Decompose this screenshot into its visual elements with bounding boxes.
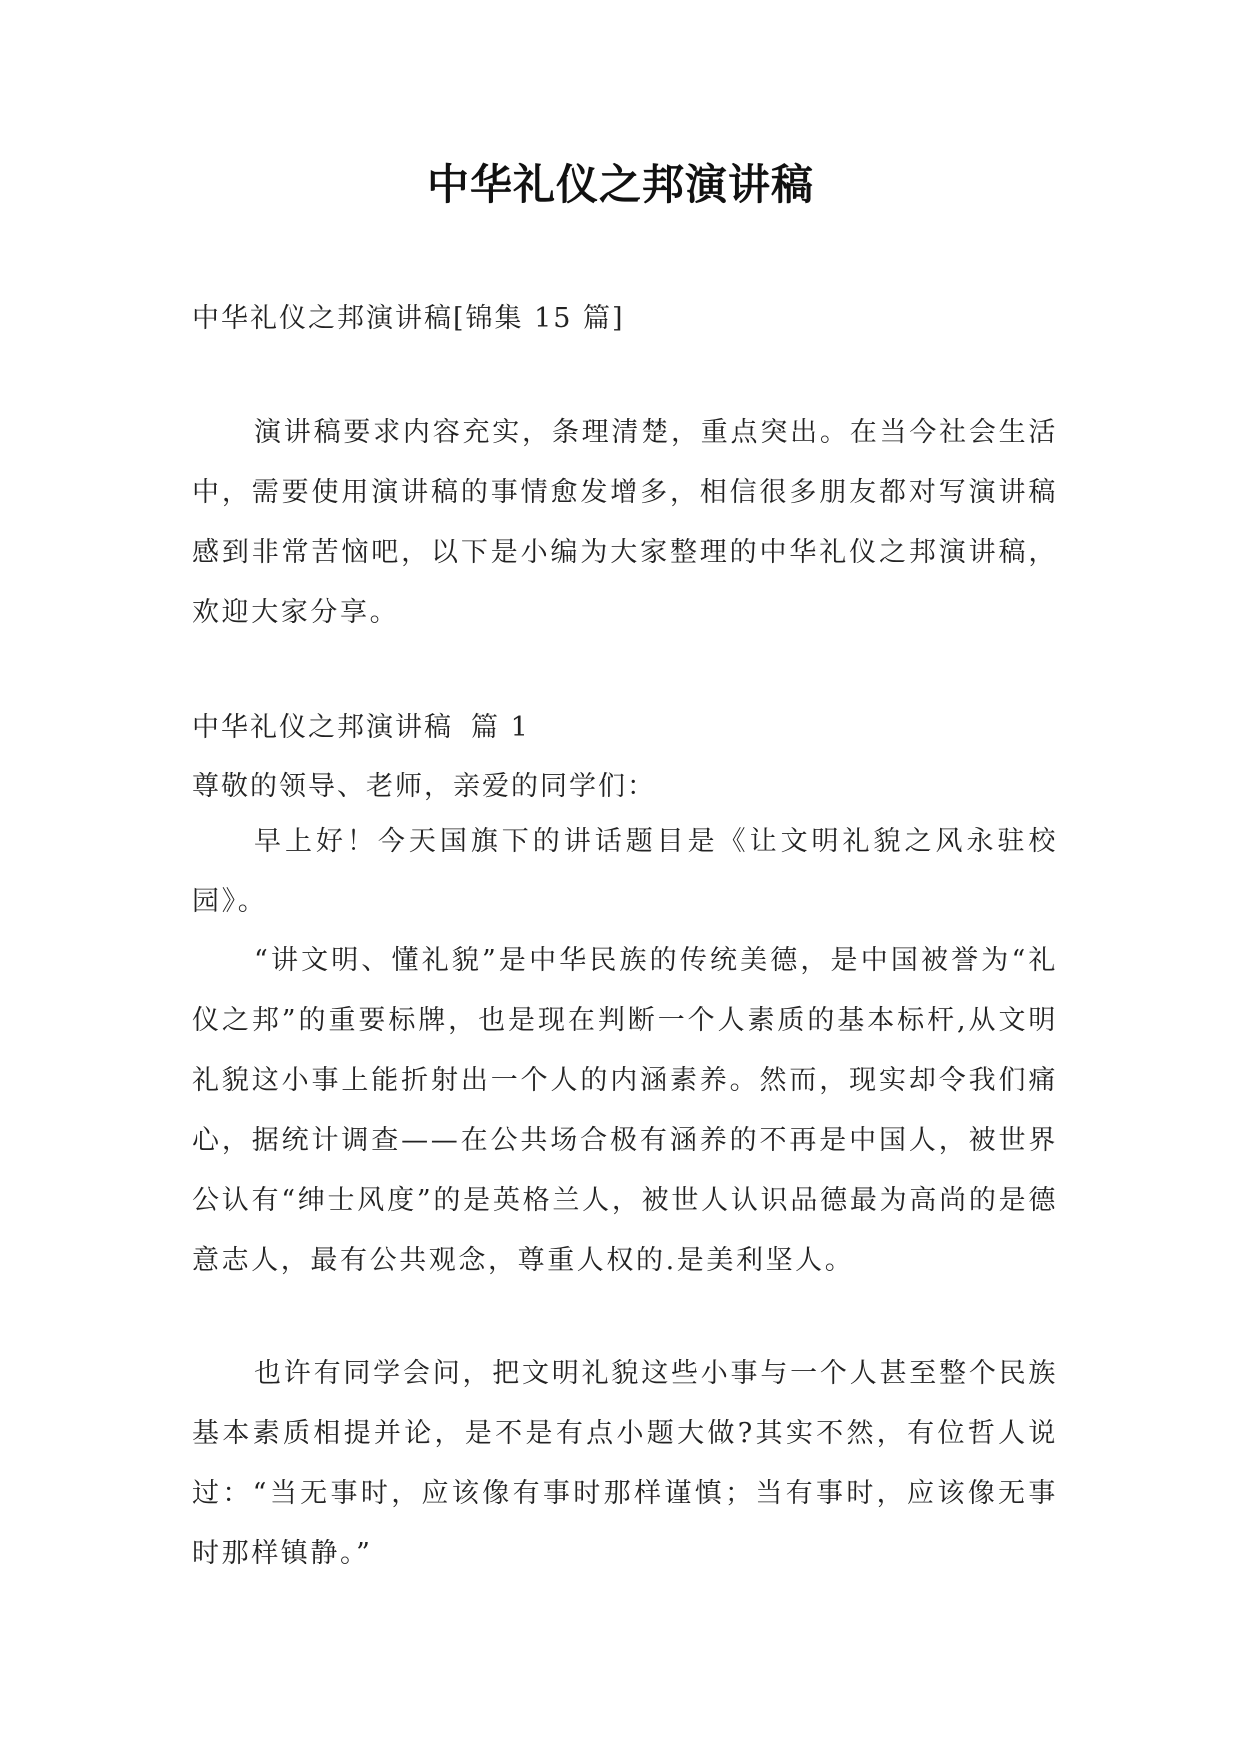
- body-paragraph-3: 也许有同学会问，把文明礼貌这些小事与一个人甚至整个民族基本素质相提并论，是不是有点小题大做?其实不然，有位哲人说过：“当无事时，应该像有事时那样谨慎；当有事时，应该像无事时那样镇静。”: [192, 1358, 1058, 1569]
- document-title: 中华礼仪之邦演讲稿: [426, 160, 814, 209]
- section-heading-text: 中华礼仪之邦演讲稿: [192, 712, 453, 743]
- body-paragraph-1: 早上好！今天国旗下的讲话题目是《让文明礼貌之风永驻校园》。: [192, 826, 1058, 917]
- intro-paragraph: 演讲稿要求内容充实，条理清楚，重点突出。在当今社会生活中，需要使用演讲稿的事情愈发增多，相信很多朋友都对写演讲稿感到非常苦恼吧，以下是小编为大家整理的中华礼仪之邦演讲稿，欢迎大家分享。: [192, 417, 1058, 628]
- section-number: 篇 1: [471, 712, 530, 743]
- salutation: 尊敬的领导、老师，亲爱的同学们：: [192, 771, 656, 802]
- section-heading: [192, 705, 530, 744]
- body-paragraph-2: “讲文明、懂礼貌”是中华民族的传统美德，是中国被誉为“礼仪之邦”的重要标牌，也是现在判断一个人素质的基本标杆,从文明礼貌这小事上能折射出一个人的内涵素养。然而，现实却令我们痛心，据统计调查——在公共场合极有涵养的不再是中国人，被世界公认有“绅士风度”的是英格兰人，被世人认识品德最为高尚的是德意志人，最有公共观念，尊重人权的.是美利坚人。: [192, 945, 1058, 1276]
- document-subtitle: 中华礼仪之邦演讲稿[锦集 15 篇]: [192, 303, 625, 334]
